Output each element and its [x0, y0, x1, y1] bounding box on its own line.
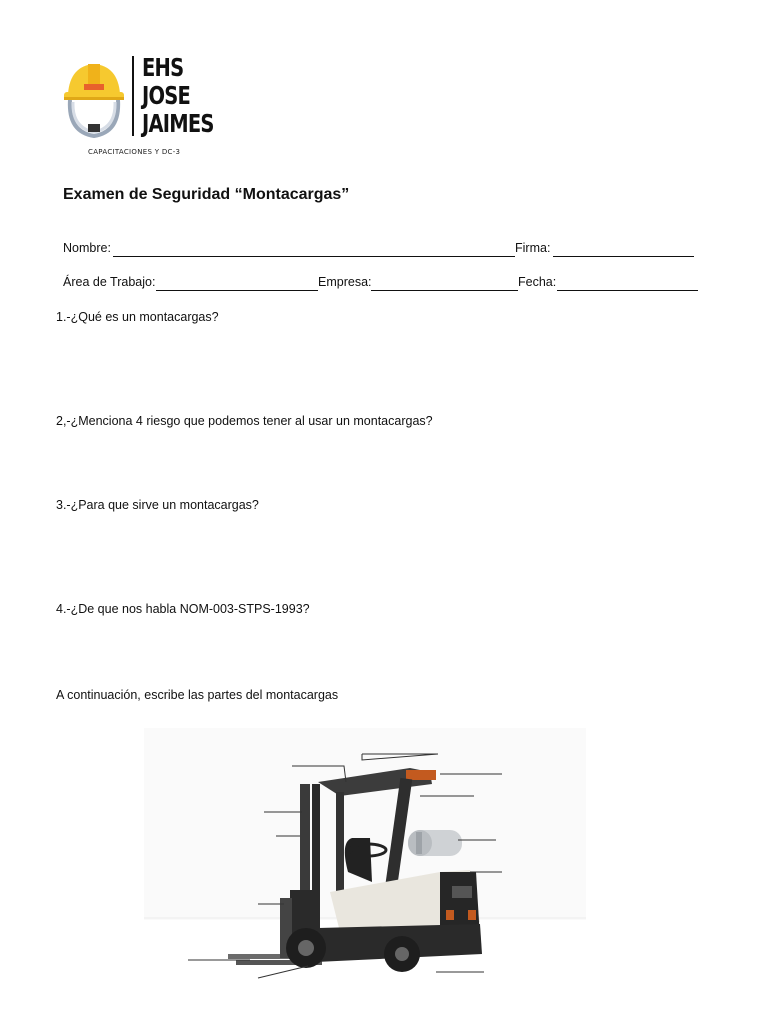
- area-label: Área de Trabajo:: [63, 275, 156, 289]
- company-logo: [62, 52, 212, 162]
- question-3: 3.-¿Para que sirve un montacargas?: [56, 498, 259, 512]
- hard-hat-icon: [62, 60, 126, 142]
- forklift-diagram-icon: [140, 722, 610, 992]
- question-4: 4.-¿De que nos habla NOM-003-STPS-1993?: [56, 602, 310, 616]
- fecha-label: Fecha:: [518, 275, 557, 289]
- logo-tagline: CAPACITACIONES Y DC-3: [88, 148, 181, 156]
- empresa-label: Empresa:: [318, 275, 372, 289]
- fecha-field[interactable]: [557, 290, 698, 291]
- instruction-text: A continuación, escribe las partes del montacargas: [56, 688, 339, 702]
- empresa-field[interactable]: [371, 290, 518, 291]
- logo-line-1: EHS: [142, 53, 184, 82]
- logo-wordmark: [142, 54, 214, 138]
- forklift-diagram: [140, 722, 610, 992]
- area-field[interactable]: [156, 290, 318, 291]
- nombre-label: Nombre:: [63, 241, 111, 255]
- firma-label: Firma:: [515, 241, 551, 255]
- logo-line-3: JAIMES: [142, 109, 214, 138]
- question-1: 1.-¿Qué es un montacargas?: [56, 310, 219, 324]
- nombre-field[interactable]: [113, 256, 515, 257]
- logo-divider: [132, 56, 134, 136]
- firma-field[interactable]: [553, 256, 694, 257]
- logo-line-2: JOSE: [142, 81, 191, 110]
- exam-title: Examen de Seguridad “Montacargas”: [63, 186, 350, 203]
- question-2: 2,-¿Menciona 4 riesgo que podemos tener al usar un montacargas?: [56, 414, 433, 428]
